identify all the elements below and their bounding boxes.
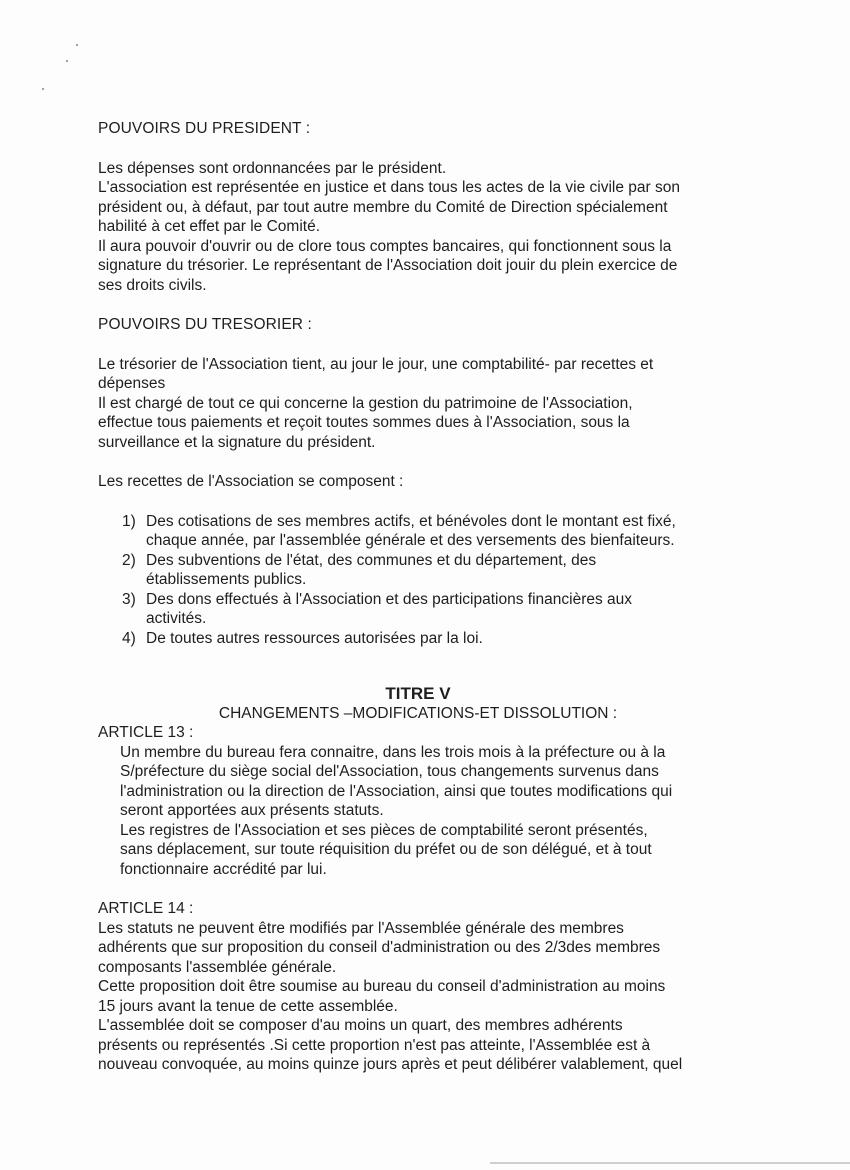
scan-speck xyxy=(42,88,44,90)
text-line: sans déplacement, sur toute réquisition du préfet ou de son délégué, et à tout xyxy=(120,841,652,858)
titre-block xyxy=(98,684,738,723)
recettes-intro: Les recettes de l'Association se composent : xyxy=(98,473,404,490)
text-line: Les registres de l'Association et ses pièces de comptabilité seront présentés, xyxy=(120,821,648,839)
text-line: De toutes autres ressources autorisées par la loi. xyxy=(146,629,483,647)
text-line: Des dons effectués à l'Association et des participations financières aux xyxy=(146,590,633,608)
paragraph-tresorier xyxy=(98,355,738,453)
text-line: composants l'assemblée générale. xyxy=(98,958,337,976)
titre-title: TITRE V xyxy=(385,684,451,703)
text-line: l'administration ou la direction de l'Association, ainsi que toutes modifications qui xyxy=(120,782,673,800)
text-line: L'association est représentée en justice et dans tous les actes de la vie civile par son xyxy=(98,179,680,196)
list-number: 2) xyxy=(122,551,136,569)
text-line: Cette proposition doit être soumise au bureau du conseil d'administration au moins xyxy=(98,978,666,995)
list-number: 4) xyxy=(122,629,136,647)
text-line: habilité à cet effet par le Comité. xyxy=(98,218,321,235)
text-line: adhérents que sur proposition du conseil d'administration ou des 2/3des membres xyxy=(98,939,661,956)
text-line: établissements publics. xyxy=(146,571,307,588)
text-line: Le trésorier de l'Association tient, au jour le jour, une comptabilité- par recettes et xyxy=(98,355,654,373)
text-line: Un membre du bureau fera connaitre, dans les trois mois à la préfecture ou à la xyxy=(120,743,666,761)
text-line: chaque année, par l'assemblée générale et des versements des bienfaiteurs. xyxy=(146,532,675,549)
list-number: 3) xyxy=(122,590,136,608)
document-body xyxy=(98,119,738,1075)
text-line: ses droits civils. xyxy=(98,276,207,294)
heading-pouvoirs-tresorier: POUVOIRS DU TRESORIER : xyxy=(98,316,312,333)
text-line: président ou, à défaut, par tout autre membre du Comité de Direction spécialement xyxy=(98,198,668,216)
scan-edge-line xyxy=(490,1162,850,1164)
list-item xyxy=(122,590,738,629)
recettes-list xyxy=(122,512,738,649)
text-line: nouveau convoquée, au moins quinze jours après et peut délibérer valablement, quel xyxy=(98,1056,683,1073)
text-line: dépenses xyxy=(98,375,166,392)
article-14-label: ARTICLE 14 : xyxy=(98,900,194,917)
list-number: 1) xyxy=(122,512,136,530)
text-line: Des subventions de l'état, des communes et du département, des xyxy=(146,551,597,569)
scan-speck xyxy=(66,60,68,62)
article-14-body xyxy=(98,919,738,1075)
text-line: Des cotisations de ses membres actifs, et bénévoles dont le montant est fixé, xyxy=(146,512,676,530)
article-13-body xyxy=(120,743,738,880)
list-item xyxy=(122,629,738,649)
text-line: seront apportées aux présents statuts. xyxy=(120,802,384,819)
titre-subtitle: CHANGEMENTS –MODIFICATIONS-ET DISSOLUTION : xyxy=(218,705,618,722)
text-line: Les statuts ne peuvent être modifiés par l'Assemblée générale des membres xyxy=(98,919,624,937)
text-line: signature du trésorier. Le représentant de l'Association doit jouir du plein exercice de xyxy=(98,257,678,274)
text-line: L'assemblée doit se composer d'au moins un quart, des membres adhérents xyxy=(98,1017,623,1034)
heading-pouvoirs-president: POUVOIRS DU PRESIDENT : xyxy=(98,120,311,137)
text-line: Il aura pouvoir d'ouvrir ou de clore tous comptes bancaires, qui fonctionnent sous la xyxy=(98,237,672,255)
list-item xyxy=(122,551,738,590)
text-line: 15 jours avant la tenue de cette assemblée. xyxy=(98,997,398,1015)
text-line: surveillance et la signature du président. xyxy=(98,433,376,451)
article-13-label: ARTICLE 13 : xyxy=(98,724,194,741)
text-line: S/préfecture du siège social del'Association, tous changements survenus dans xyxy=(120,763,659,780)
text-line: effectue tous paiements et reçoit toutes sommes dues à l'Association, sous la xyxy=(98,414,630,431)
text-line: Il est chargé de tout ce qui concerne la gestion du patrimoine de l'Association, xyxy=(98,394,633,412)
scan-speck xyxy=(76,44,78,46)
text-line: fonctionnaire accrédité par lui. xyxy=(120,860,327,878)
text-line: présents ou représentés .Si cette proportion n'est pas atteinte, l'Assemblée est à xyxy=(98,1036,651,1054)
list-item xyxy=(122,512,738,551)
paragraph-president xyxy=(98,159,738,296)
text-line: Les dépenses sont ordonnancées par le président. xyxy=(98,159,447,177)
text-line: activités. xyxy=(146,610,207,627)
